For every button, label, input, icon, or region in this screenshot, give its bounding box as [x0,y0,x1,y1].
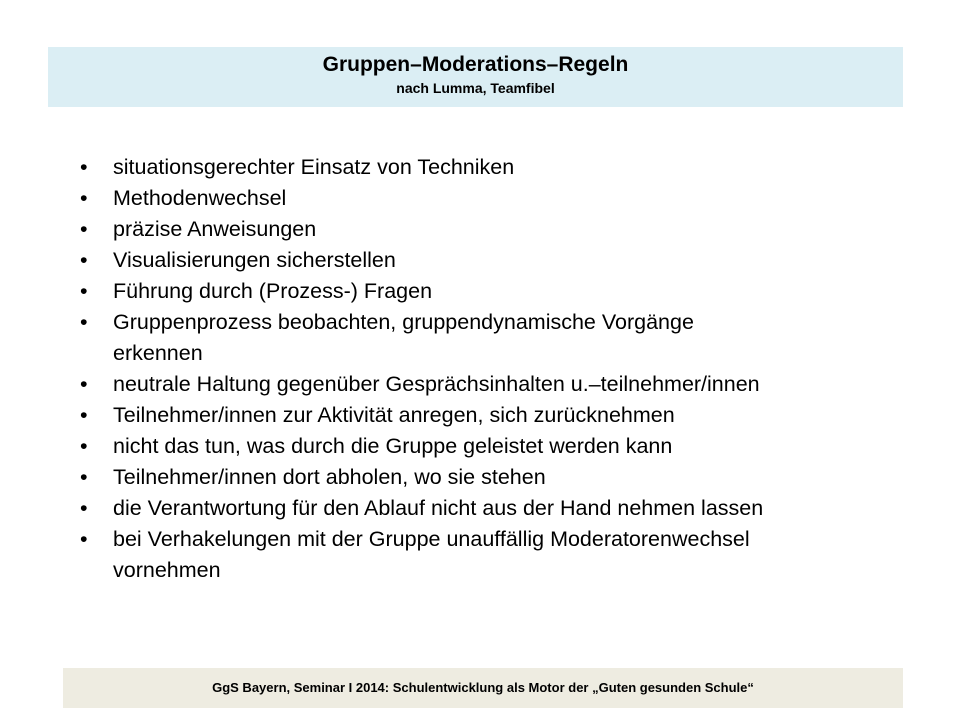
bullet-point-icon: • [80,372,88,396]
bullet-text-line: nicht das tun, was durch die Gruppe geleistet werden kann [113,434,673,458]
bullet-text-line: die Verantwortung für den Ablauf nicht aus der Hand nehmen lassen [113,496,764,520]
footer-banner [63,668,903,708]
bullet-point-icon: • [80,217,88,241]
footer-text: GgS Bayern, Seminar I 2014: Schulentwicklung als Motor der „Guten gesunden Schule“ [212,680,754,695]
bullet-item [80,245,940,276]
title-banner [48,47,903,107]
bullet-item [80,493,940,524]
bullet-list [80,152,940,586]
bullet-text-line: bei Verhakelungen mit der Gruppe unauffällig Moderatorenwechsel [113,527,750,551]
bullet-text-line: Teilnehmer/innen zur Aktivität anregen, sich zurücknehmen [113,403,675,427]
bullet-item [80,431,940,462]
bullet-point-icon: • [80,279,88,303]
bullet-text-line: Teilnehmer/innen dort abholen, wo sie stehen [113,465,546,489]
bullet-text-line: situationsgerechter Einsatz von Techniken [113,155,515,179]
bullet-text-line: Methodenwechsel [113,186,287,210]
bullet-item [80,183,940,214]
bullet-text-line: präzise Anweisungen [113,217,317,241]
bullet-item [80,524,940,586]
bullet-item [80,276,940,307]
bullet-text-line: Gruppenprozess beobachten, gruppendynamische Vorgänge [113,310,694,334]
bullet-point-icon: • [80,465,88,489]
bullet-point-icon: • [80,403,88,427]
bullet-item [80,307,940,369]
bullet-point-icon: • [80,155,88,179]
bullet-point-icon: • [80,527,88,551]
bullet-item [80,214,940,245]
bullet-text-line: Visualisierungen sicherstellen [113,248,396,272]
bullet-item [80,369,940,400]
bullet-item [80,152,940,183]
bullet-text-line: vornehmen [113,558,221,582]
bullet-item [80,400,940,431]
page-title: Gruppen–Moderations–Regeln [322,53,629,76]
bullet-text-line: erkennen [113,341,203,365]
bullet-point-icon: • [80,186,88,210]
bullet-point-icon: • [80,248,88,272]
bullet-point-icon: • [80,434,88,458]
page-subtitle: nach Lumma, Teamfibel [396,80,555,96]
bullet-point-icon: • [80,496,88,520]
bullet-item [80,462,940,493]
bullet-text-line: Führung durch (Prozess-) Fragen [113,279,433,303]
bullet-point-icon: • [80,310,88,334]
bullet-text-line: neutrale Haltung gegenüber Gesprächsinhalten u.–teilnehmer/innen [113,372,760,396]
